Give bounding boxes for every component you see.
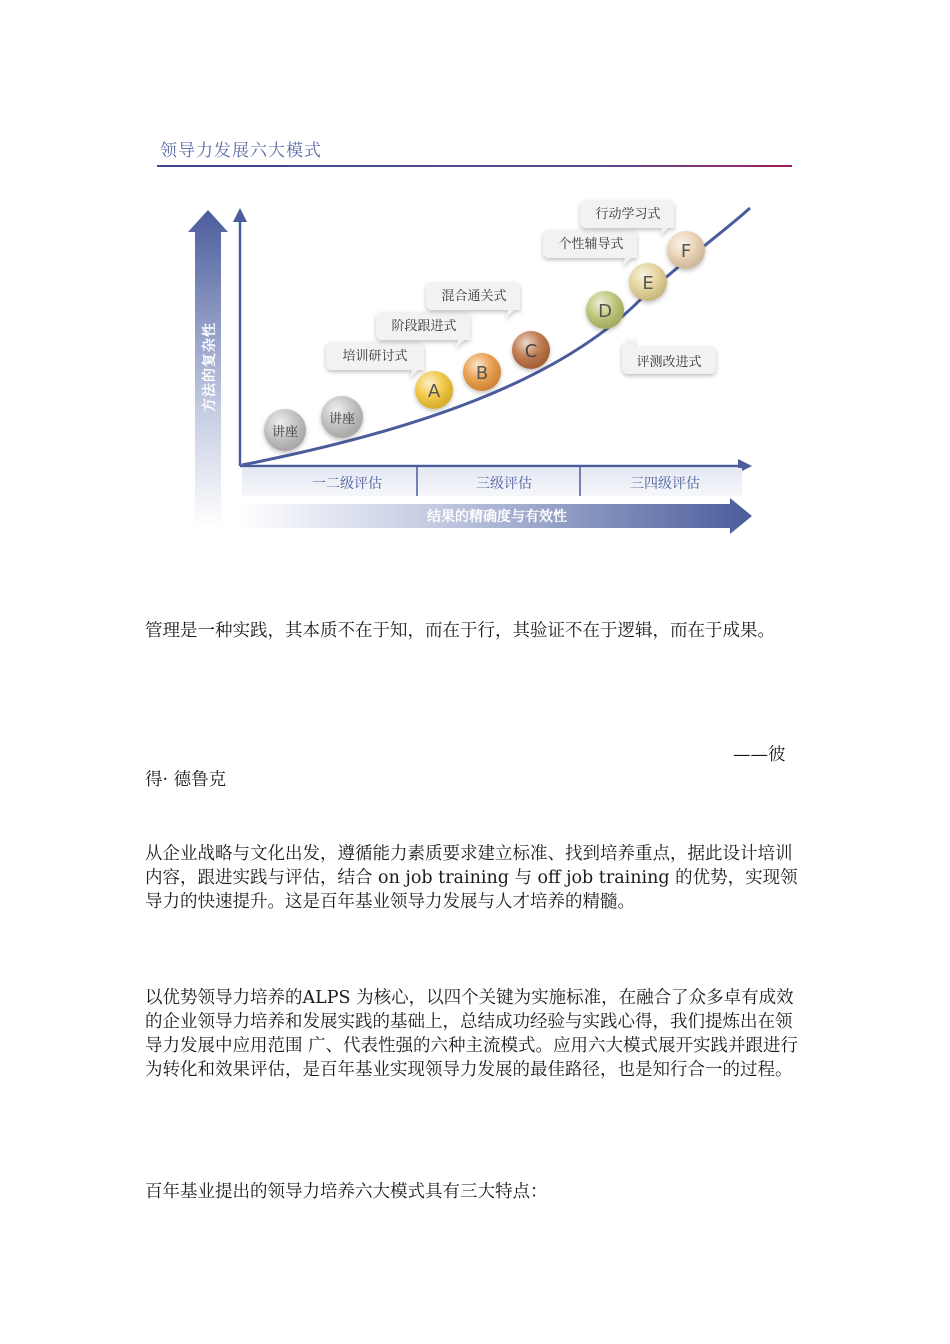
circle-label: 讲座 [328, 412, 356, 427]
six-modes-figure [0, 0, 950, 560]
diagram-svg [0, 0, 950, 560]
paragraph-2: 以优势领导力培养的ALPS 为核心，以四个关键为实施标准，在融合了众多卓有成效的企业领导力培养和发展实践的基础上，总结成功经验与实践心得，我们提炼出在领导力发展中应用范围 广、代表性强的六种主流模式。应用六大模式展开实践并跟进行为转化和效果评估，是百年基业实现领导力发展的最佳路径，也是知行合一的过程。 [145, 988, 799, 1080]
circle-label: E [642, 273, 654, 294]
circle-label: A [427, 381, 441, 402]
quote-text: 管理是一种实践，其本质不在于知，而在于行，其验证不在于逻辑，而在于成果。 [145, 621, 775, 641]
callout-label: 培训研讨式 [342, 349, 408, 364]
circle-label: 讲座 [271, 425, 299, 440]
level-label: 三四级评估 [630, 476, 700, 492]
figure-title: 领导力发展六大模式 [160, 141, 322, 161]
level-label: 三级评估 [476, 476, 532, 492]
y-axis-arrowhead [233, 208, 247, 222]
callout-label: 阶段跟进式 [391, 319, 457, 334]
circle-label: B [475, 363, 489, 384]
circle-label: F [680, 241, 692, 262]
paragraph-3: 百年基业提出的领导力培养六大模式具有三大特点： [145, 1182, 548, 1202]
x-axis-label: 结果的精确度与有效性 [427, 509, 567, 525]
paragraph-1: 从企业战略与文化出发，遵循能力素质要求建立标准、找到培养重点，据此设计培训内容，跟进实践与评估，结合 on job training 与 off job training 的优势，实现领导力的快速提升。这是百年基业领导力发展与人才培养的精髓。 [145, 844, 798, 912]
callout-label: 评测改进式 [636, 355, 702, 370]
quote-attribution-1: ——彼 [733, 745, 786, 765]
level-label: 一二级评估 [312, 476, 382, 492]
circle-label: C [524, 341, 538, 362]
circle-label: D [598, 301, 612, 322]
callout-label: 混合通关式 [441, 289, 507, 304]
quote-attribution-2: 得· 德鲁克 [145, 770, 227, 790]
callout-label: 行动学习式 [595, 207, 661, 222]
callout-label: 个性辅导式 [558, 237, 624, 252]
y-axis-label: 方法的复杂性 [202, 322, 218, 412]
